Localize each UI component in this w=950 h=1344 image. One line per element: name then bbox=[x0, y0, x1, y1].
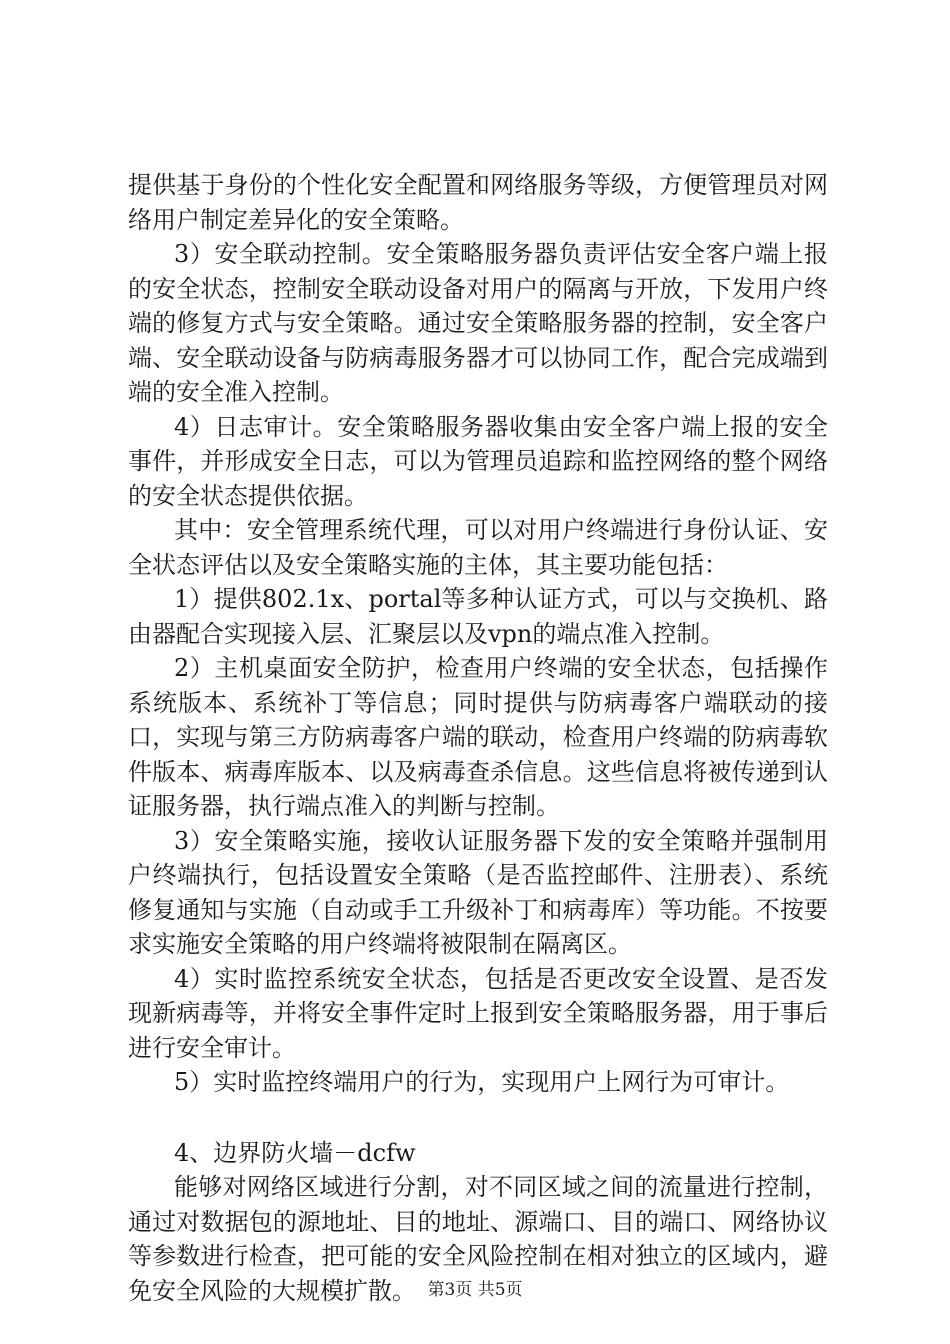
page-number: 第3页 共5页 bbox=[427, 1280, 523, 1300]
paragraph-continuation: 提供基于身份的个性化安全配置和网络服务等级，方便管理员对网络用户制定差异化的安全策略。 bbox=[128, 171, 828, 234]
paragraph-spacer bbox=[128, 1100, 828, 1136]
paragraph-desktop-protection: 2）主机桌面安全防护，检查用户终端的安全状态，包括操作系统版本、系统补丁等信息；同时提供与防病毒客户端联动的接口，实现与第三方防病毒客户端的联动，检查用户终端的防病毒软件版本、病毒库版本、以及病毒查杀信息。这些信息将被传递到认证服务器，执行端点准入的判断与控制。 bbox=[128, 654, 828, 820]
paragraph-auth-methods: 1）提供802.1x、portal等多种认证方式，可以与交换机、路由器配合实现接入层、汇聚层以及vpn的端点准入控制。 bbox=[128, 585, 828, 648]
paragraph-security-linkage: 3）安全联动控制。安全策略服务器负责评估安全客户端上报的安全状态，控制安全联动设备对用户的隔离与开放，下发用户终端的修复方式与安全策略。通过安全策略服务器的控制，安全客户端、安全联动设备与防病毒服务器才可以协同工作，配合完成端到端的安全准入控制。 bbox=[128, 240, 828, 406]
paragraph-policy-enforcement: 3）安全策略实施，接收认证服务器下发的安全策略并强制用户终端执行，包括设置安全策略（是否监控邮件、注册表）、系统修复通知与实施（自动或手工升级补丁和病毒库）等功能。不按要求实施安全策略的用户终端将被限制在隔离区。 bbox=[128, 826, 828, 958]
section-heading-firewall: 4、边界防火墙－dcfw bbox=[174, 1138, 416, 1167]
document-body bbox=[128, 168, 828, 1308]
paragraph-log-audit: 4）日志审计。安全策略服务器收集由安全客户端上报的安全事件，并形成安全日志，可以为管理员追踪和监控网络的整个网络的安全状态提供依据。 bbox=[128, 412, 828, 510]
paragraph-realtime-monitoring: 4）实时监控系统安全状态，包括是否更改安全设置、是否发现新病毒等，并将安全事件定时上报到安全策略服务器，用于事后进行安全审计。 bbox=[128, 964, 828, 1062]
paragraph-user-behavior: 5）实时监控终端用户的行为，实现用户上网行为可审计。 bbox=[174, 1068, 790, 1096]
page-footer bbox=[0, 1280, 950, 1300]
paragraph-agent-intro: 其中：安全管理系统代理，可以对用户终端进行身份认证、安全状态评估以及安全策略实施的主体，其主要功能包括： bbox=[128, 516, 828, 579]
paragraph-firewall-description: 能够对网络区域进行分割，对不同区域之间的流量进行控制，通过对数据包的源地址、目的地址、源端口、目的端口、网络协议等参数进行检查，把可能的安全风险控制在相对独立的区域内，避免安全风险的大规模扩散。 bbox=[128, 1173, 828, 1305]
